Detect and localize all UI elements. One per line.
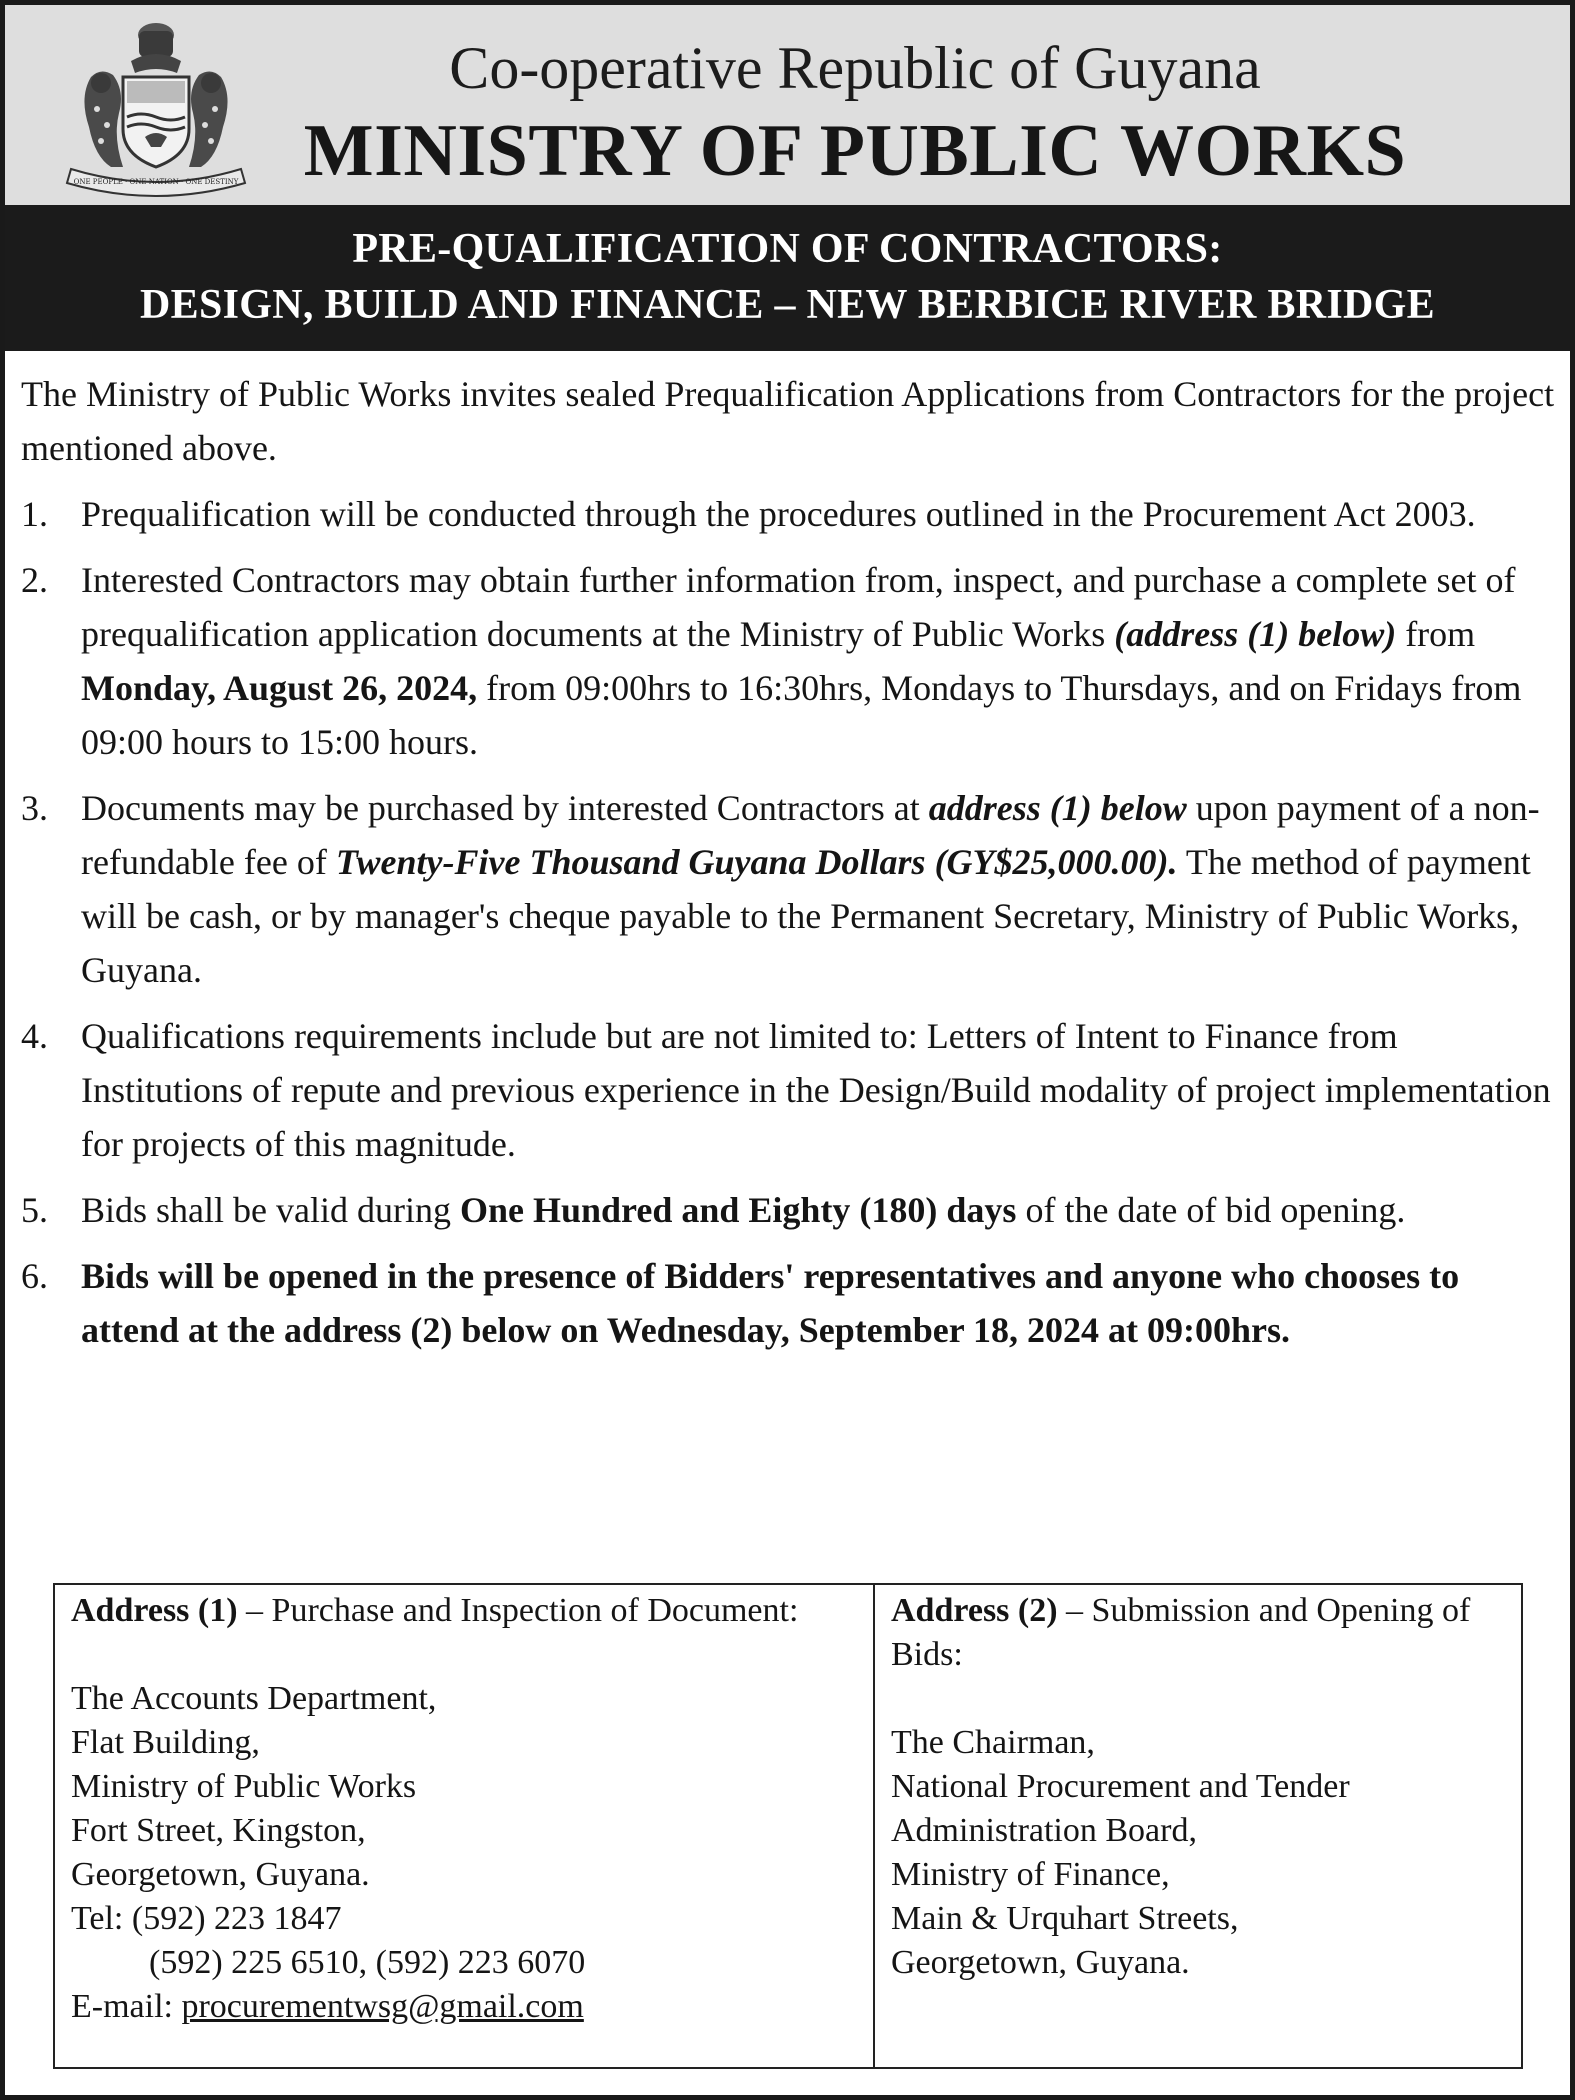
title-line-1: PRE-QUALIFICATION OF CONTRACTORS:	[352, 226, 1223, 272]
item-text: Bids will be opened in the presence of Bidders' representatives and anyone who chooses to attend at the address (2) below on Wednesday, September 18, 2024 at 09:00hrs.	[81, 1256, 1460, 1350]
ministry-name: MINISTRY OF PUBLIC WORKS	[303, 110, 1407, 192]
address-line: The Accounts Department,	[71, 1680, 437, 1717]
item-number: 2.	[21, 560, 48, 600]
item-text: upon payment of a non-refundable fee of	[81, 788, 1540, 882]
item-fee: Twenty-Five Thousand Guyana Dollars (GY$25,000.00).	[335, 842, 1178, 882]
item-text: Qualifications requirements include but are not limited to: Letters of Intent to Finance from Institutions of repute and previous experience in the Design/Build modality of project implementation for projects of this magnitude.	[81, 1016, 1551, 1164]
svg-text:ONE PEOPLE · ONE NATION · ONE: ONE PEOPLE · ONE NATION · ONE DESTINY	[73, 178, 239, 186]
address-line: Ministry of Finance,	[891, 1856, 1170, 1893]
item-text: Documents may be purchased by interested Contractors at	[81, 788, 929, 828]
item-text: of the date of bid opening.	[1016, 1190, 1406, 1230]
email-link[interactable]: procurementwsg@gmail.com	[181, 1988, 584, 2025]
item-text: Prequalification will be conducted through the procedures outlined in the Procurement Act 2003.	[81, 494, 1476, 534]
item-number: 4.	[21, 1016, 48, 1056]
address-2-label: Address (2)	[891, 1592, 1058, 1629]
item-number: 3.	[21, 788, 48, 828]
list-item	[21, 781, 1561, 997]
address-line: Ministry of Public Works	[71, 1768, 417, 1805]
guyana-coat-of-arms-icon	[61, 17, 251, 197]
requirements-list	[21, 487, 1561, 1357]
item-validity: One Hundred and Eighty (180) days	[459, 1190, 1017, 1230]
item-text: from	[1396, 614, 1476, 654]
title-line-2: DESIGN, BUILD AND FINANCE – NEW BERBICE RIVER BRIDGE	[140, 282, 1435, 328]
list-item	[21, 1183, 1561, 1237]
address-line: Main & Urquhart Streets,	[891, 1900, 1239, 1937]
address-line: Georgetown, Guyana.	[71, 1856, 370, 1893]
notice-body	[21, 367, 1561, 1369]
item-number: 5.	[21, 1190, 48, 1230]
address-2-heading	[891, 1589, 1505, 1677]
address-1-label: Address (1)	[71, 1592, 238, 1629]
item-text: The method of payment will be cash, or by manager's cheque payable to the Permanent Secretary, Ministry of Public Works, Guyana.	[81, 842, 1531, 990]
email-label: E-mail:	[71, 1988, 182, 2025]
address-1-heading	[71, 1589, 857, 1633]
item-emphasis: (address (1) below)	[1114, 614, 1397, 654]
item-text: from 09:00hrs to 16:30hrs, Mondays to Thursdays, and on Fridays from 09:00 hours to 15:00 hours.	[81, 668, 1522, 762]
item-number: 6.	[21, 1256, 48, 1296]
address-line: Administration Board,	[891, 1812, 1197, 1849]
address-table	[53, 1583, 1523, 2069]
title-bar	[5, 205, 1570, 351]
telephone: Tel: (592) 223 1847	[71, 1900, 342, 1937]
address-line: The Chairman,	[891, 1724, 1095, 1761]
list-item	[21, 1249, 1561, 1357]
address-1-title: – Purchase and Inspection of Document:	[237, 1592, 799, 1629]
address-line: Flat Building,	[71, 1724, 260, 1761]
address-2-cell	[875, 1585, 1521, 2067]
address-line: Fort Street, Kingston,	[71, 1812, 366, 1849]
address-2-title: – Submission and Opening of Bids:	[891, 1592, 1471, 1673]
header-banner	[5, 5, 1570, 205]
email-row	[71, 1985, 857, 2029]
list-item	[21, 487, 1561, 541]
item-number: 1.	[21, 494, 48, 534]
item-date: Monday, August 26, 2024,	[81, 668, 478, 708]
list-item	[21, 1009, 1561, 1171]
address-1-cell	[55, 1585, 875, 2067]
address-line: Georgetown, Guyana.	[891, 1944, 1190, 1981]
intro-paragraph: The Ministry of Public Works invites sealed Prequalification Applications from Contractors for the project mentioned above.	[21, 374, 1555, 468]
list-item	[21, 553, 1561, 769]
item-emphasis: address (1) below	[928, 788, 1187, 828]
item-text: Bids shall be valid during	[81, 1190, 460, 1230]
country-name: Co-operative Republic of Guyana	[449, 35, 1261, 101]
item-text: Interested Contractors may obtain further information from, inspect, and purchase a complete set of prequalification application documents at the Ministry of Public Works	[81, 560, 1516, 654]
address-line: National Procurement and Tender	[891, 1768, 1350, 1805]
telephone-more: (592) 225 6510, (592) 223 6070	[149, 1944, 586, 1981]
